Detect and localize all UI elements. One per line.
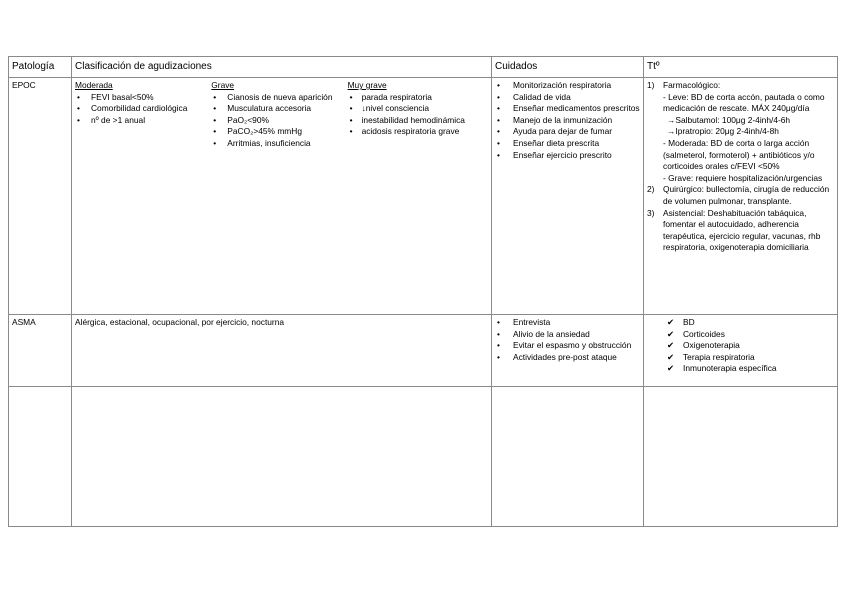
farm-leve: - Leve: BD de corta accón, pautada o como medicación de rescate. MÁX 240μg/día [663, 91, 825, 114]
list-item: • Actividades pre-post ataque [495, 352, 640, 364]
header-patologia: Patología [9, 57, 72, 78]
check-icon: ✔ [667, 317, 675, 328]
asma-label: ASMA [9, 315, 72, 387]
check-icon: ✔ [667, 340, 675, 351]
asma-cuidados [492, 315, 644, 387]
epoc-clasificacion [72, 78, 492, 315]
header-clasificacion: Clasificación de agudizaciones [72, 57, 492, 78]
list-item [647, 352, 834, 364]
pathology-table [8, 56, 838, 527]
check-icon: ✔ [667, 363, 675, 374]
tto-asistencial [647, 208, 834, 254]
list-item: • Cianosis de nueva aparición [211, 92, 345, 104]
empty-cell [9, 387, 72, 527]
list-item: • Enseñar dieta prescrita [495, 138, 640, 150]
list-item: • acidosis respiratoria grave [348, 126, 482, 138]
list-item: • ↓nivel consciencia [348, 103, 482, 115]
list-item: • Comorbilidad cardiológica [75, 103, 209, 115]
list-item: • inestabilidad hemodinámica [348, 115, 482, 127]
list-item: • Evitar el espasmo y obstrucción [495, 340, 640, 352]
epoc-cuidados-list [495, 80, 640, 161]
empty-row [9, 387, 838, 527]
list-item: • PaCO₂>45% mmHg [211, 126, 345, 138]
grave-title: Grave [211, 80, 235, 91]
moderada-title: Moderada [75, 80, 113, 91]
farm-ipratropio: →Ipratropio: 20μg 2-4inh/4-8h [667, 126, 779, 137]
muy-grave-list [348, 92, 482, 138]
tto-item: Oxigenoterapia [683, 340, 740, 351]
farm-title: Farmacológico: [663, 80, 721, 91]
list-number: 3) [647, 207, 655, 218]
list-item: • FEVI basal<50% [75, 92, 209, 104]
list-item [647, 340, 834, 352]
moderada-column [75, 80, 211, 126]
epoc-row [9, 78, 838, 315]
asma-tto-list [647, 317, 834, 375]
muy-grave-column [348, 80, 484, 138]
header-tto: Ttº [644, 57, 838, 78]
asma-tto [644, 315, 838, 387]
header-row [9, 57, 838, 78]
list-item: • PaO₂<90% [211, 115, 345, 127]
list-item [647, 363, 834, 375]
farm-moderada: - Moderada: BD de corta o larga acción (salmeterol, formoterol) + antibióticos y/o corticoides orales c/FEVI <50% [663, 138, 815, 172]
tto-farmacologico [647, 80, 834, 184]
epoc-tto-list [647, 80, 834, 254]
grave-list [211, 92, 345, 150]
asma-row [9, 315, 838, 387]
list-item: • Monitorización respiratoria [495, 80, 640, 92]
list-item: • Calidad de vida [495, 92, 640, 104]
farm-grave: - Grave: requiere hospitalización/urgencias [663, 172, 823, 183]
muy-grave-title: Muy grave [347, 80, 387, 91]
empty-cell [72, 387, 492, 527]
empty-cell [492, 387, 644, 527]
list-item: • nº de >1 anual [75, 115, 209, 127]
tto-item: BD [683, 317, 695, 328]
list-item: • Alivio de la ansiedad [495, 329, 640, 341]
header-cuidados: Cuidados [492, 57, 644, 78]
list-item: • Enseñar medicamentos prescritos [495, 103, 640, 115]
list-number: 2) [647, 184, 655, 195]
list-item: • Arritmias, insuficiencia [211, 138, 345, 150]
check-icon: ✔ [667, 328, 675, 339]
list-item: • Entrevista [495, 317, 640, 329]
list-item: • Manejo de la inmunización [495, 115, 640, 127]
farm-salbutamol: →Salbutamol: 100μg 2-4inh/4-6h [667, 114, 791, 125]
tto-item: Corticoides [683, 328, 725, 339]
asma-cuidados-list [495, 317, 640, 363]
tto-quirurgico [647, 184, 834, 207]
epoc-tto [644, 78, 838, 315]
check-icon: ✔ [667, 351, 675, 362]
list-item [647, 329, 834, 341]
list-item: • Ayuda para dejar de fumar [495, 126, 640, 138]
asistencial-text: Asistencial: Deshabituación tabáquica, fomentar el autocuidado, adherencia terapéutica, ejercicio regular, vacunas, rhb respiratoria, oxigenoterapia domiciliaria [663, 207, 821, 253]
empty-cell [644, 387, 838, 527]
quirurgico-text: Quirúrgico: bullectomía, cirugía de reducción de volumen pulmonar, transplante. [663, 184, 830, 207]
list-number: 1) [647, 80, 655, 91]
list-item: • Enseñar ejercicio prescrito [495, 150, 640, 162]
grave-column [211, 80, 347, 150]
asma-clasificacion: Alérgica, estacional, ocupacional, por ejercicio, nocturna [72, 315, 492, 387]
list-item [647, 317, 834, 329]
moderada-list [75, 92, 209, 127]
epoc-label: EPOC [9, 78, 72, 315]
list-item: • parada respiratoria [348, 92, 482, 104]
tto-item: Terapia respiratoria [683, 351, 755, 362]
list-item: • Musculatura accesoria [211, 103, 345, 115]
epoc-cuidados [492, 78, 644, 315]
tto-item: Inmunoterapia específica [683, 363, 777, 374]
